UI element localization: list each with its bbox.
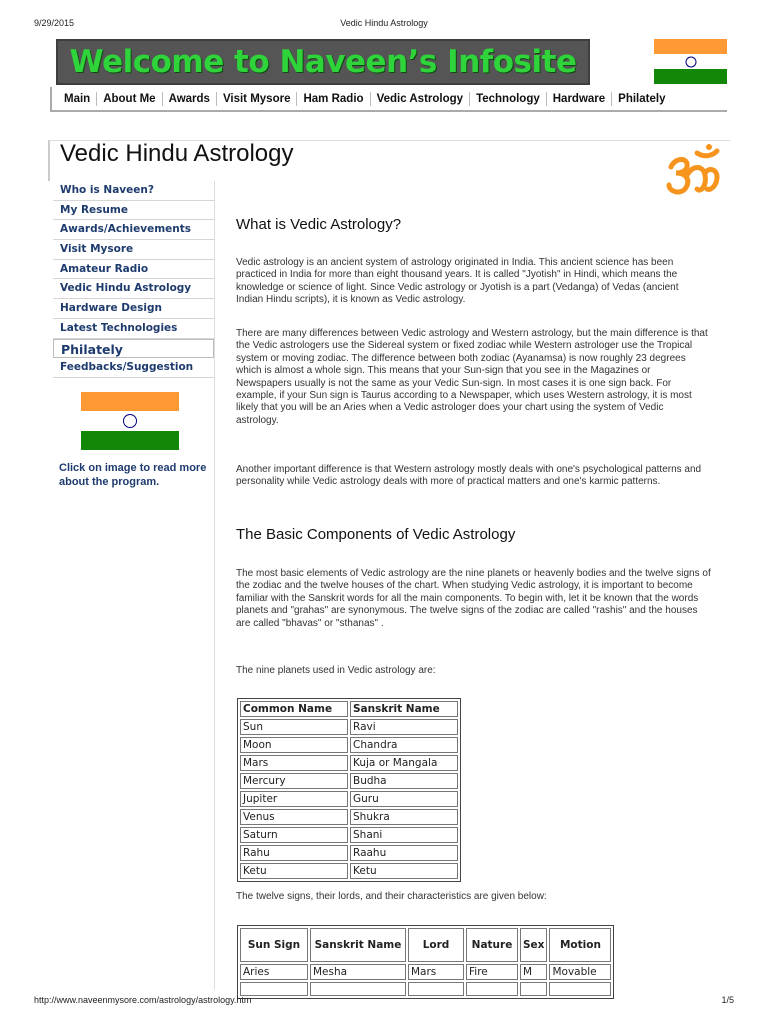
table-cell: Venus [240,809,348,825]
table-cell: Sun [240,719,348,735]
table-cell [466,982,518,996]
table-cell: Mesha [310,964,406,980]
table-cell: Shukra [350,809,458,825]
column-header: Nature [466,928,518,962]
table-cell: Mercury [240,773,348,789]
table-cell: Jupiter [240,791,348,807]
sidebar-divider [214,181,215,990]
table-row [240,982,611,996]
paragraph: The most basic elements of Vedic astrology are the nine planets or heavenly bodies and the twelve signs of the zodiac and the twelve houses of the chart. When studying Vedic astrology, it is important to become familiar with the Sanskrit words for all the main components. To begin with, let it be known that the words planets and "grahas" are synonymous. The twelve signs of the zodiac are called "rashis" and the houses are called "bhavas" or "sthanas" . [236,568,711,629]
table-cell: M [520,964,547,980]
column-header: Sun Sign [240,928,308,962]
table-cell [240,982,308,996]
indian-flag-icon [654,39,727,84]
table-cell: Ketu [240,863,348,879]
table-cell: Shani [350,827,458,843]
nav-link-ham-radio[interactable]: Ham Radio [297,92,370,106]
column-header: Common Name [240,701,348,717]
table-row [240,791,458,807]
table-row [240,964,611,980]
table-cell: Mars [240,755,348,771]
sidebar-item-hardware-design[interactable]: Hardware Design [53,299,214,319]
print-date: 9/29/2015 [34,18,75,28]
paragraph: Another important difference is that Western astrology mostly deals with one's psychological patterns and personality while Vedic astrology deals with more of practical matters and one's karmic patterns. [236,464,702,488]
section-heading-what: What is Vedic Astrology? [236,216,402,233]
table-row [240,845,458,861]
column-header: Motion [549,928,611,962]
nav-link-main[interactable]: Main [58,92,97,106]
table-row [240,809,458,825]
page-title: Vedic Hindu Astrology [60,140,294,167]
paragraph: The nine planets used in Vedic astrology are: [236,665,436,676]
banner-title: Welcome to Naveen’s Infosite [69,44,577,80]
sidebar-item-feedbacks-suggestion[interactable]: Feedbacks/Suggestion [53,358,214,378]
sidebar-item-philately[interactable]: Philately [53,339,214,359]
column-header: Sex [520,928,547,962]
table-cell [408,982,464,996]
column-header: Sanskrit Name [350,701,458,717]
sidebar-item-vedic-hindu-astrology[interactable]: Vedic Hindu Astrology [53,279,214,299]
table-cell: Ravi [350,719,458,735]
table-row [240,719,458,735]
table-row [240,863,458,879]
table-cell: Ketu [350,863,458,879]
table-cell: Guru [350,791,458,807]
table-row [240,773,458,789]
table-row [240,737,458,753]
nav-link-vedic-astrology[interactable]: Vedic Astrology [371,92,471,106]
sidebar-item-my-resume[interactable]: My Resume [53,201,214,221]
nav-link-philately[interactable]: Philately [618,92,666,105]
sidebar-item-visit-mysore[interactable]: Visit Mysore [53,240,214,260]
table-row [240,827,458,843]
signs-table [237,925,614,999]
sidebar-note: Click on image to read more about the program. [59,462,207,488]
indian-flag-icon[interactable] [81,392,179,450]
sidebar-item-awards-achievements[interactable]: Awards/Achievements [53,220,214,240]
table-cell: Raahu [350,845,458,861]
print-title: Vedic Hindu Astrology [340,18,428,28]
table-cell: Fire [466,964,518,980]
site-banner[interactable] [56,39,590,85]
table-cell: Moon [240,737,348,753]
paragraph: Vedic astrology is an ancient system of astrology originated in India. This ancient science has been practiced in India for more than eight thousand years. It is called "Jyotish" in Hindi, which means the knowledge or science of light. Since Vedic astrology or Jyotish is a part (Vedanga) of Vedas (ancient Indian Hindu scripts), it is known as Vedic astrology. [236,257,679,306]
section-heading-basic: The Basic Components of Vedic Astrology [236,526,516,543]
table-cell [310,982,406,996]
sidebar-item-latest-technologies[interactable]: Latest Technologies [53,319,214,339]
planets-table [237,698,461,882]
table-row [240,755,458,771]
column-header: Lord [408,928,464,962]
table-cell [549,982,611,996]
nav-link-visit-mysore[interactable]: Visit Mysore [217,92,298,106]
paragraph: The twelve signs, their lords, and their characteristics are given below: [236,891,547,902]
nav-link-about-me[interactable]: About Me [97,92,162,106]
nav-link-awards[interactable]: Awards [163,92,217,106]
top-nav [50,87,727,112]
table-cell: Aries [240,964,308,980]
table-cell: Mars [408,964,464,980]
table-cell: Movable [549,964,611,980]
print-url: http://www.naveenmysore.com/astrology/astrology.htm [34,995,252,1005]
table-cell: Saturn [240,827,348,843]
nav-link-hardware[interactable]: Hardware [547,92,612,106]
table-cell [520,982,547,996]
table-cell: Kuja or Mangala [350,755,458,771]
om-symbol-icon [663,143,723,199]
sidebar-item-who-is-naveen[interactable]: Who is Naveen? [53,181,214,201]
table-cell: Rahu [240,845,348,861]
paragraph: There are many differences between Vedic astrology and Western astrology, but the main difference is that the Vedic astrologers use the Sidereal system or fixed zodiac while Western astrologer use the Tropical system or moving zodiac. The difference between both zodiac (Ayanamsa) is now roughly 23 degrees which is almost a whole sign. This means that your Sun-sign that you see in the Magazines or Newspapers usually is not the same as your Vedic Sun-sign. In most cases it is one sign back. For example, if your Sun sign is Taurus according to a Newspaper, which uses Western astrology, it is most likely that you will be an Aries when a Vedic astrologer does your chart using the system of Vedic astrology. [236,328,708,426]
table-cell: Budha [350,773,458,789]
print-page-number: 1/5 [721,995,734,1005]
nav-link-technology[interactable]: Technology [470,92,547,106]
sidebar-item-amateur-radio[interactable]: Amateur Radio [53,260,214,280]
column-header: Sanskrit Name [310,928,406,962]
sidebar-nav [53,181,214,378]
table-cell: Chandra [350,737,458,753]
